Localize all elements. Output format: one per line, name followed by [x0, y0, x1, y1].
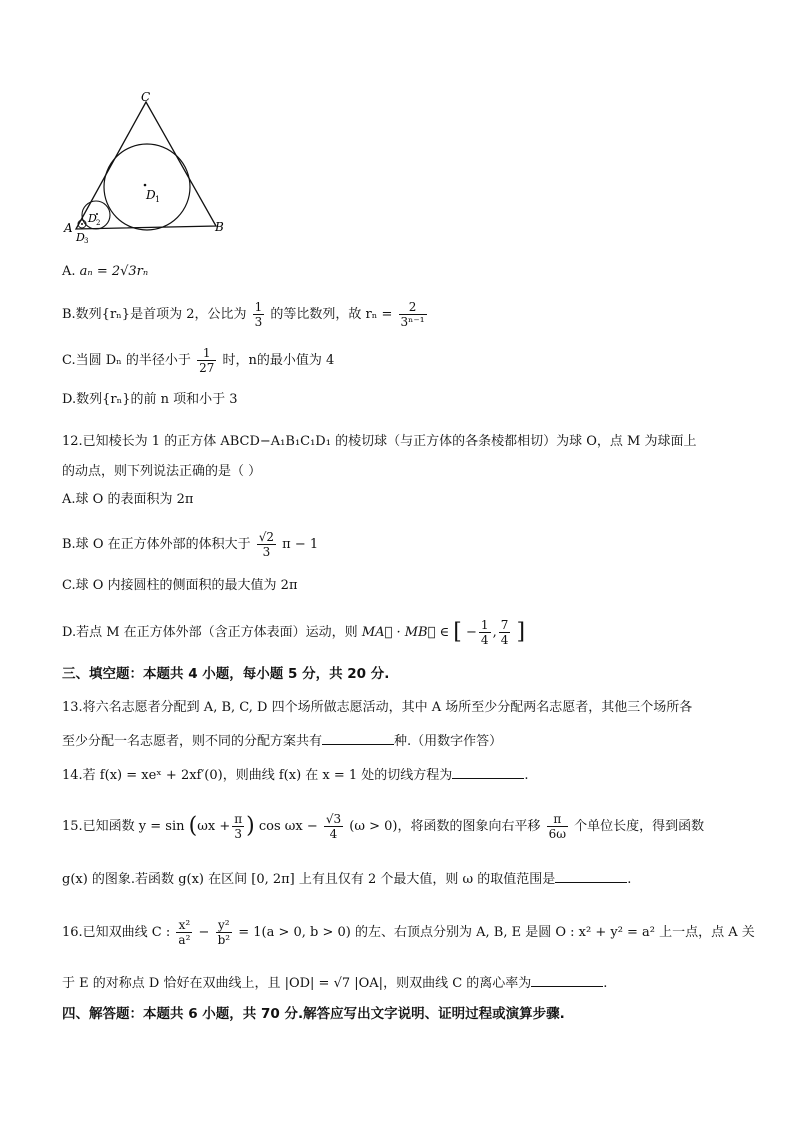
q11-option-a: A. aₙ = 2√3rₙ: [62, 264, 149, 279]
label-d2-sub: 2: [96, 219, 101, 227]
q14-line: 14.若 f(x) = xeˣ + 2xf′(0)，则曲线 f(x) 在 x = 1 处的切线方程为 .: [62, 764, 528, 786]
circle-d1: [104, 144, 190, 230]
q11-option-c: C.当圆 Dₙ 的半径小于 $\frac{1}{27}$ 时，n的最小值为 4: [62, 346, 335, 375]
label-d1-sub: 1: [155, 195, 161, 204]
q11-option-d: D.数列{rₙ}的前 n 项和小于 3: [62, 392, 238, 407]
label-d2: D: [88, 212, 97, 225]
q12-option-c: C.球 O 内接圆柱的侧面积的最大值为 2π: [62, 578, 298, 593]
answer-blank: [555, 868, 627, 883]
q11-option-b: B.数列{rₙ}是首项为 2，公比为 $\frac{1}{3}$ 的等比数列，故 rₙ = $\frac{2}{\text{3ⁿ⁻¹}}$: [62, 300, 425, 329]
center-d1: [144, 184, 147, 187]
fraction: $\frac{1}{27}$: [199, 346, 215, 375]
q12-option-b: B.球 O 在正方体外部的体积大于 $\frac{√2}{3}$ π − 1: [62, 530, 319, 559]
section-4-heading: 四、解答题：本题共 6 小题，共 70 分.解答应写出文字说明、证明过程或演算步骤.: [62, 1006, 565, 1022]
fraction: $\frac{2}{\text{3ⁿ⁻¹}}$: [400, 300, 425, 329]
triangle: [76, 102, 216, 229]
q12-option-d: D.若点 M 在正方体外部（含正方体表面）运动，则 MA⃗ · MB⃗ ∈ [ − $\frac{1}{4}$ , $\frac{7}{4}$ ]: [62, 618, 526, 647]
answer-blank: [322, 730, 394, 745]
label-a: A: [64, 221, 73, 235]
fraction: $\frac{\pi}{6\omega}$: [548, 812, 567, 841]
label-d3-sub: 3: [84, 237, 89, 245]
fraction: $\frac{\text{x²}}{\text{a²}}$: [178, 918, 191, 947]
fraction: $\frac{1}{3}$: [254, 300, 263, 329]
q13-line2: 至少分配一名志愿者，则不同的分配方案共有 种.（用数字作答）: [62, 730, 502, 752]
q15-line2: g(x) 的图象.若函数 g(x) 在区间 [0, 2π] 上有且仅有 2 个最大值，则 ω 的取值范围是 .: [62, 868, 631, 890]
fraction: $\frac{\text{y²}}{\text{b²}}$: [217, 918, 231, 947]
q16-line1: 16.已知双曲线 C : $\frac{\text{x²}}{\text{a²}}$ − $\frac{\text{y²}}{\text{b²}}$ = 1(a > 0, b > 0) 的左、右顶点分别为 A, B, E 是圆 O : x² + y² = a² 上一点，点 A 关: [62, 918, 755, 947]
q12-option-a: A.球 O 的表面积为 2π: [62, 492, 194, 507]
fraction: $\frac{√3}{4}$: [325, 812, 342, 841]
q12-stem-line1: 12.已知棱长为 1 的正方体 ABCD−A₁B₁C₁D₁ 的棱切球（与正方体的各条棱都相切）为球 O，点 M 为球面上: [62, 434, 697, 449]
q12-stem-line2: 的动点，则下列说法正确的是（ ）: [62, 464, 262, 479]
fraction: $\frac{√2}{3}$: [258, 530, 275, 559]
fraction: $\frac{\pi}{3}$: [234, 812, 243, 841]
label-d1: D: [146, 188, 156, 202]
q16-line2: 于 E 的对称点 D 恰好在双曲线上，且 |OD| = √7 |OA|，则双曲线 C 的离心率为 .: [62, 972, 607, 994]
section-3-heading: 三、填空题：本题共 4 小题，每小题 5 分，共 20 分.: [62, 666, 390, 682]
label-d3: D: [76, 231, 85, 244]
center-d3: [81, 223, 83, 225]
label-c: C: [141, 90, 151, 104]
q15-line1: 15.已知函数 y = sin (ωx + $\frac{\pi}{3}$ ) cos ωx − $\frac{√3}{4}$ (ω > 0)，将函数的图象向右平移 $\frac{\pi}{6\omega}$ 个单位长度，得到函数: [62, 812, 705, 841]
triangle-circles-figure: [58, 88, 228, 245]
answer-blank: [531, 972, 603, 987]
label-b: B: [215, 220, 224, 234]
q13-line1: 13.将六名志愿者分配到 A, B, C, D 四个场所做志愿活动，其中 A 场所至少分配两名志愿者，其他三个场所各: [62, 700, 693, 715]
fraction: $\frac{1}{4}$: [480, 618, 489, 647]
fraction: $\frac{7}{4}$: [500, 618, 509, 647]
q11-option-a-expr: aₙ = 2√3rₙ: [79, 264, 149, 279]
answer-blank: [452, 764, 524, 779]
